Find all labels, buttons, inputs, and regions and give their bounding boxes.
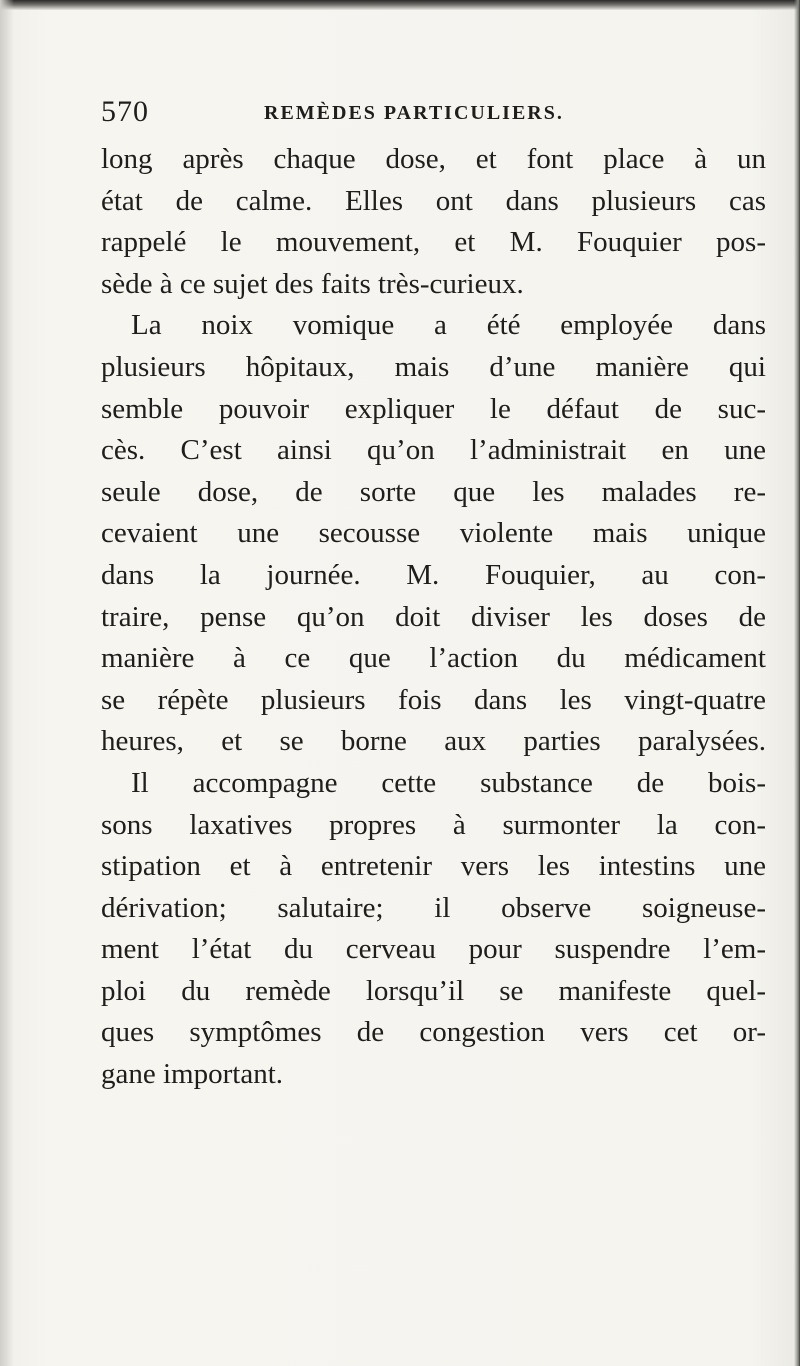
text-line: heures, et se borne aux parties paralysées. — [101, 725, 766, 758]
text-line: plusieurs hôpitaux, mais d’une manière qui — [101, 350, 766, 383]
running-head: REMÈDES PARTICULIERS. — [264, 102, 564, 124]
page-right-edge — [794, 0, 800, 1366]
text-line: se répète plusieurs fois dans les vingt-quatre — [101, 683, 766, 716]
text-line: stipation et à entretenir vers les intestins une — [101, 850, 766, 883]
text-line: traire, pense qu’on doit diviser les doses de — [101, 600, 766, 633]
page-left-shadow — [0, 0, 14, 1366]
text-line: sons laxatives propres à surmonter la con- — [101, 808, 766, 841]
text-line: semble pouvoir expliquer le défaut de suc- — [101, 392, 766, 425]
text-line: rappelé le mouvement, et M. Fouquier pos- — [101, 226, 766, 259]
text-line: dans la journée. M. Fouquier, au con- — [101, 558, 766, 591]
text-line: seule dose, de sorte que les malades re- — [101, 475, 766, 508]
text-line: cevaient une secousse violente mais unique — [101, 517, 766, 550]
text-line: long après chaque dose, et font place à un — [101, 143, 766, 175]
body-text — [101, 139, 766, 1096]
text-line: ploi du remède lorsqu’il se manifeste quel- — [101, 974, 766, 1007]
text-line: gane important. — [101, 1058, 284, 1091]
text-line: manière à ce que l’action du médicament — [101, 642, 766, 675]
text-line: cès. C’est ainsi qu’on l’administrait en une — [101, 434, 766, 467]
page-header — [101, 95, 661, 135]
text-line: dérivation; salutaire; il observe soigneuse- — [101, 891, 766, 924]
text-line: La noix vomique a été employée dans — [131, 309, 766, 342]
page-number: 570 — [101, 95, 149, 128]
text-line: sède à ce sujet des faits très-curieux. — [101, 267, 524, 300]
page-top-edge — [0, 0, 800, 10]
text-line: état de calme. Elles ont dans plusieurs cas — [101, 184, 766, 217]
text-line: Il accompagne cette substance de bois- — [131, 766, 766, 799]
text-line: ment l’état du cerveau pour suspendre l’em- — [101, 933, 766, 966]
text-line: ques symptômes de congestion vers cet or- — [101, 1016, 766, 1049]
